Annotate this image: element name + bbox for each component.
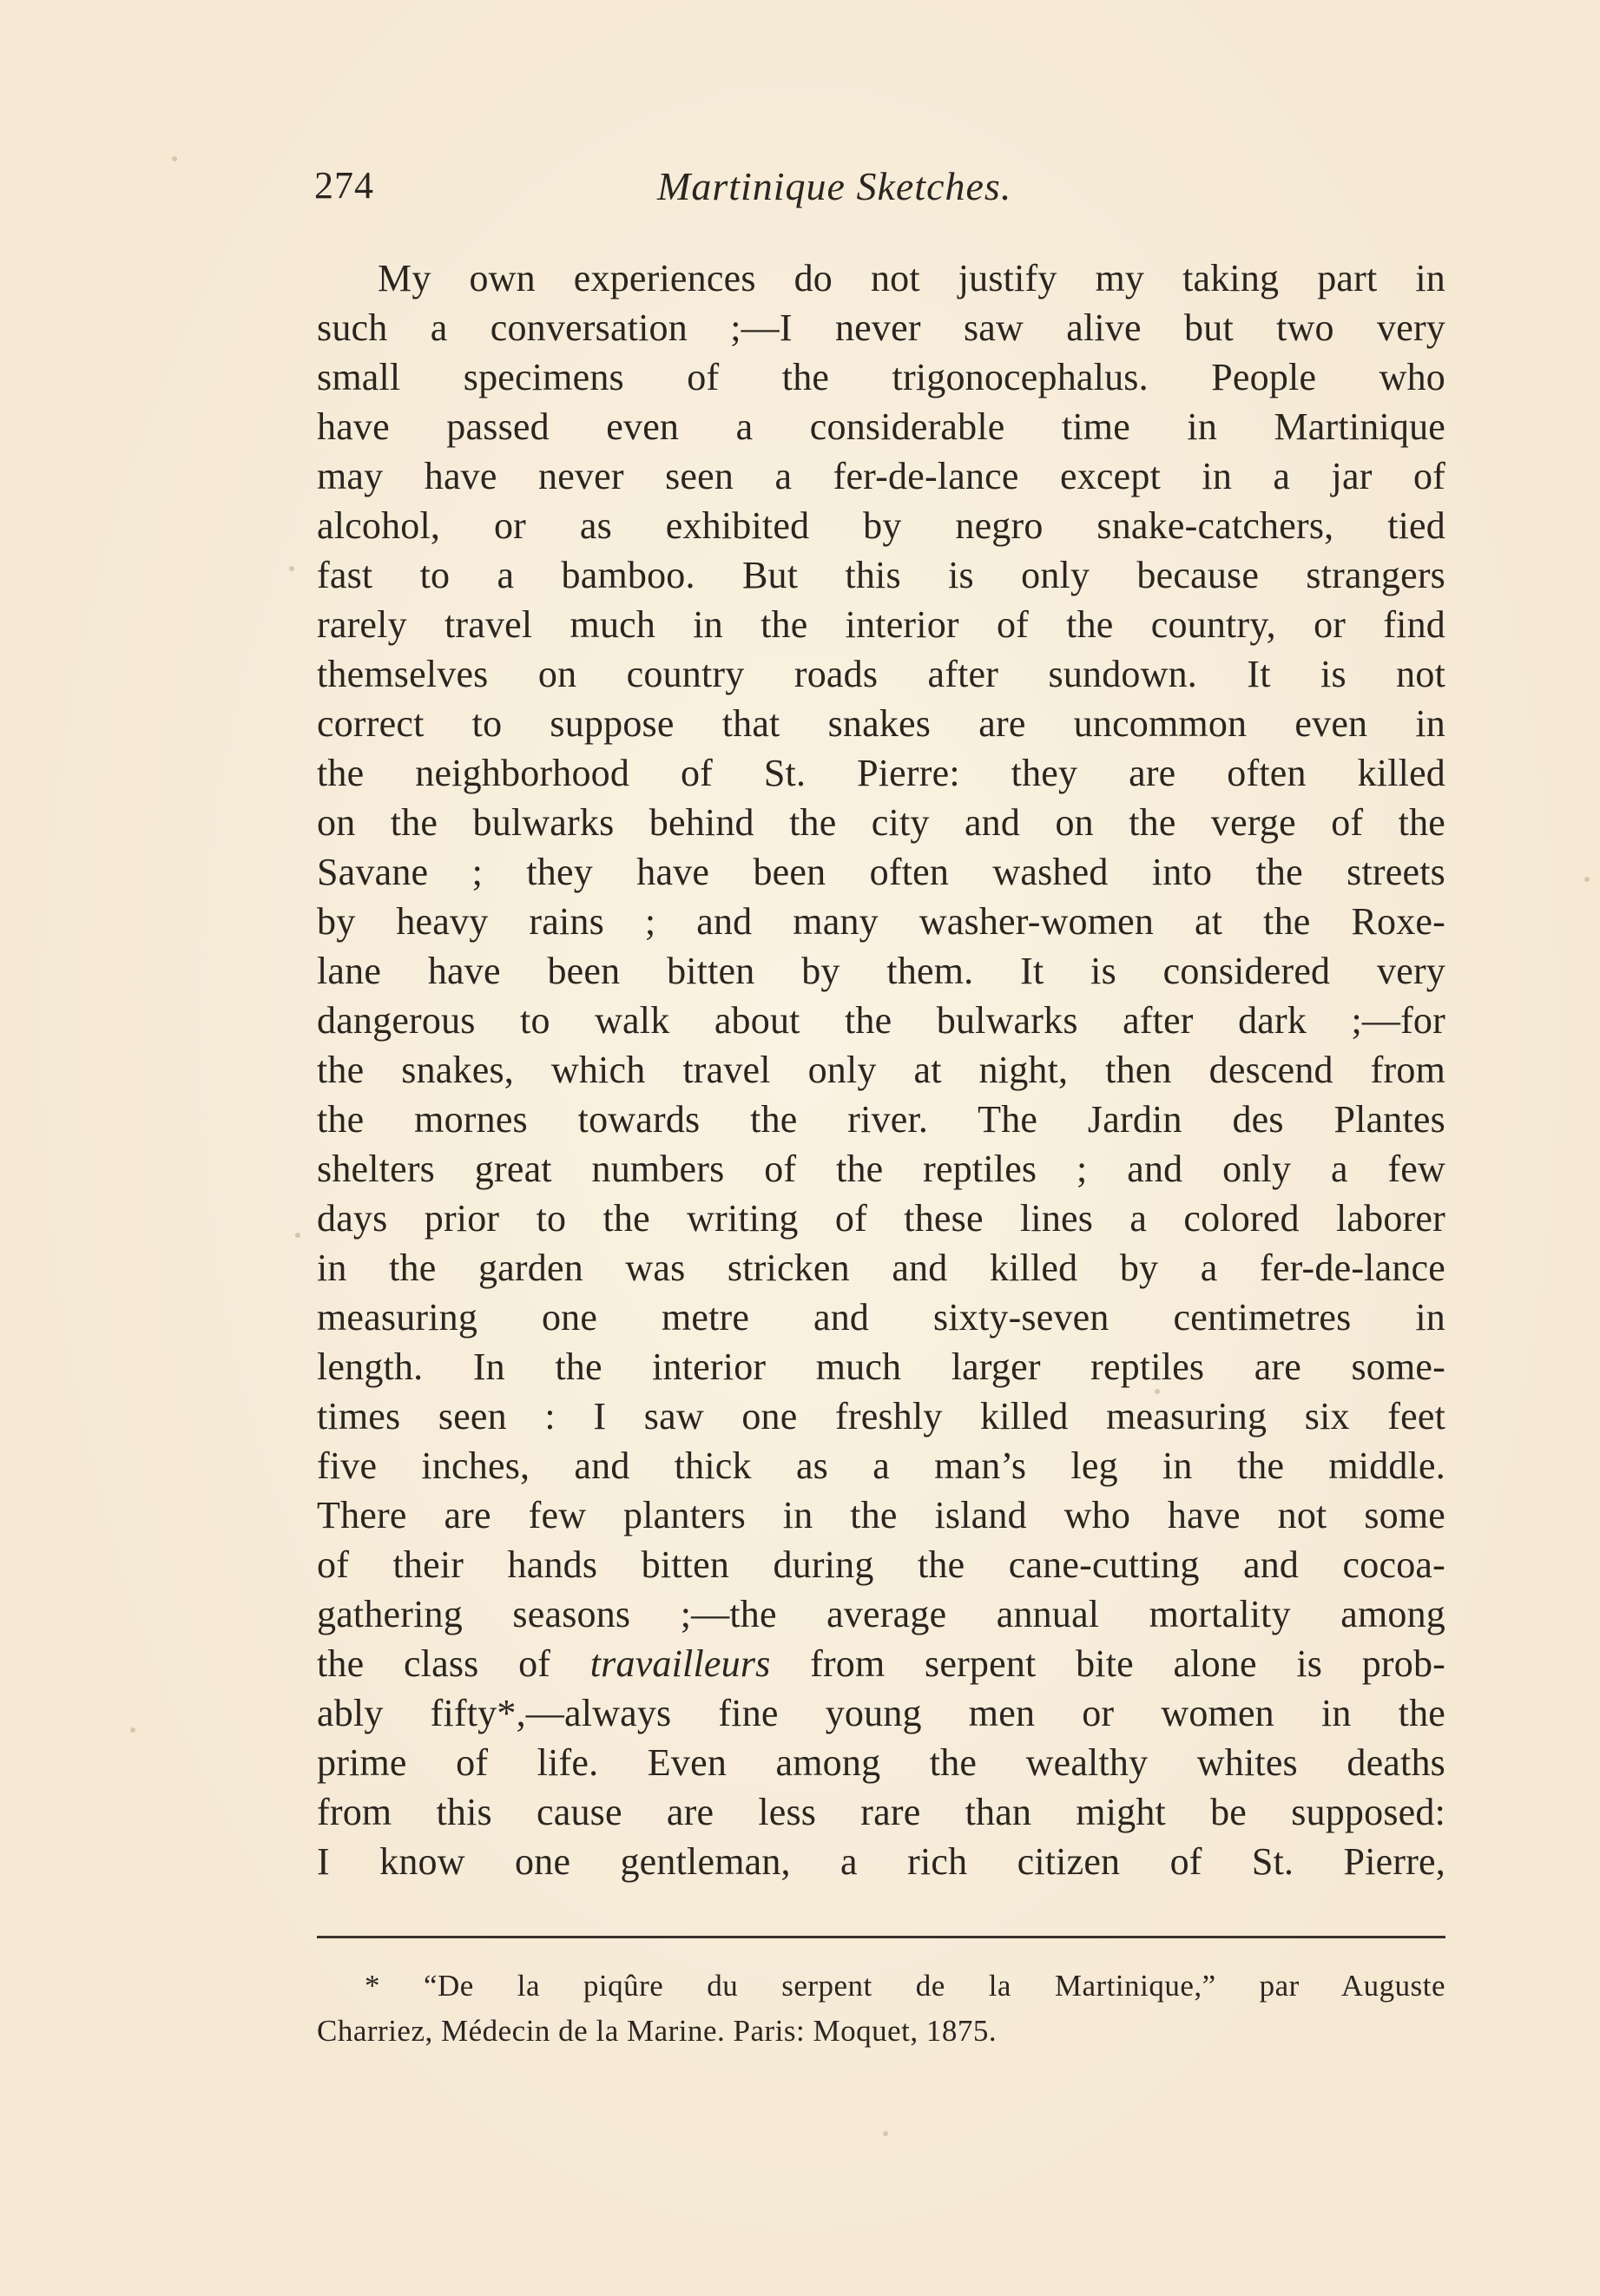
text-fragment: small specimens of the trigonocephalus. People who	[317, 356, 1445, 398]
text-fragment: the mornes towards the river. The Jardin des Plantes	[317, 1098, 1445, 1141]
text-fragment: My own experiences do not justify my taking part in	[378, 257, 1445, 299]
paper-speck	[295, 1233, 300, 1238]
text-line	[317, 1095, 1445, 1144]
text-line	[317, 352, 1445, 402]
text-fragment: have passed even a considerable time in Martinique	[317, 405, 1445, 448]
text-fragment: five inches, and thick as a man’s leg in the middle.	[317, 1444, 1445, 1487]
running-title: Martinique Sketches.	[657, 164, 1012, 208]
text-fragment: length. In the interior much larger reptiles are some-	[317, 1345, 1445, 1388]
text-line	[317, 946, 1445, 996]
text-fragment: lane have been bitten by them. It is considered very	[317, 950, 1445, 992]
text-line	[317, 1391, 1445, 1441]
paper-speck	[1155, 1389, 1160, 1394]
text-line	[317, 847, 1445, 897]
text-fragment: such a conversation ;—I never saw alive but two very	[317, 306, 1445, 349]
text-line	[317, 1441, 1445, 1490]
text-fragment: Savane ; they have been often washed into the streets	[317, 851, 1445, 893]
text-fragment: the snakes, which travel only at night, then descend from	[317, 1049, 1445, 1091]
text-fragment: measuring one metre and sixty-seven centimetres in	[317, 1296, 1445, 1339]
text-line	[317, 699, 1445, 748]
text-line	[317, 550, 1445, 600]
text-line	[317, 1589, 1445, 1639]
text-line	[317, 1540, 1445, 1589]
text-line	[317, 1144, 1445, 1194]
text-fragment: times seen : I saw one freshly killed measuring six feet	[317, 1395, 1445, 1437]
page-header	[314, 163, 1443, 224]
paper-speck	[1584, 877, 1590, 882]
page-number: 274	[314, 164, 374, 207]
text-fragment: days prior to the writing of these lines a colored laborer	[317, 1197, 1445, 1240]
text-fragment: alcohol, or as exhibited by negro snake-catchers, tied	[317, 504, 1445, 547]
text-line	[317, 402, 1445, 451]
text-line	[317, 1837, 1445, 1886]
text-fragment: gathering seasons ;—the average annual mortality among	[317, 1593, 1445, 1635]
text-line	[317, 303, 1445, 352]
footnote	[317, 1964, 1445, 2054]
text-line	[317, 253, 1445, 303]
italic-text: travailleurs	[589, 1642, 771, 1685]
text-line	[317, 600, 1445, 649]
text-line	[317, 1243, 1445, 1293]
paper-speck	[130, 1727, 135, 1733]
text-line	[317, 1639, 1445, 1688]
body-paragraph	[317, 253, 1445, 1886]
text-line	[317, 1490, 1445, 1540]
text-line	[317, 1688, 1445, 1738]
text-fragment: I know one gentleman, a rich citizen of St. Pierre,	[317, 1840, 1445, 1883]
text-fragment: the class of	[317, 1642, 590, 1685]
text-line	[317, 451, 1445, 501]
footnote-line: * “De la piqûre du serpent de la Martinique,” par Auguste	[365, 1969, 1445, 2003]
text-fragment: of their hands bitten during the cane-cutting and cocoa-	[317, 1543, 1445, 1586]
text-line	[317, 798, 1445, 847]
text-fragment: There are few planters in the island who have not some	[317, 1494, 1445, 1536]
text-fragment: on the bulwarks behind the city and on the verge of the	[317, 801, 1445, 844]
text-fragment: rarely travel much in the interior of the country, or find	[317, 603, 1445, 646]
text-fragment: from serpent bite alone is prob-	[770, 1642, 1445, 1685]
text-fragment: ably fifty*,—always fine young men or women in the	[317, 1692, 1445, 1734]
text-fragment: by heavy rains ; and many washer-women at the Roxe-	[317, 900, 1445, 943]
text-fragment: correct to suppose that snakes are uncommon even in	[317, 702, 1445, 745]
text-fragment: themselves on country roads after sundown. It is not	[317, 653, 1445, 695]
text-fragment: in the garden was stricken and killed by a fer-de-lance	[317, 1247, 1445, 1289]
footnote-divider	[317, 1936, 1445, 1938]
text-fragment: fast to a bamboo. But this is only because strangers	[317, 554, 1445, 596]
footnote-line: Charriez, Médecin de la Marine. Paris: Moquet, 1875.	[317, 2014, 998, 2048]
text-line	[317, 501, 1445, 550]
text-fragment: from this cause are less rare than might be supposed:	[317, 1791, 1445, 1833]
text-fragment: may have never seen a fer-de-lance except in a jar of	[317, 455, 1445, 497]
text-line	[317, 1738, 1445, 1787]
text-fragment: the neighborhood of St. Pierre: they are often killed	[317, 752, 1445, 794]
text-line	[317, 748, 1445, 798]
text-line	[317, 1342, 1445, 1391]
paper-speck	[172, 156, 177, 161]
text-fragment: shelters great numbers of the reptiles ; and only a few	[317, 1148, 1445, 1190]
text-line	[317, 1194, 1445, 1243]
text-fragment: prime of life. Even among the wealthy whites deaths	[317, 1741, 1445, 1784]
paper-speck	[883, 2131, 888, 2136]
text-line	[317, 897, 1445, 946]
text-line	[317, 1045, 1445, 1095]
text-fragment: dangerous to walk about the bulwarks after dark ;—for	[317, 999, 1445, 1042]
text-line	[317, 996, 1445, 1045]
text-line	[317, 649, 1445, 699]
text-line	[317, 1293, 1445, 1342]
paper-speck	[289, 566, 294, 571]
text-line	[317, 1787, 1445, 1837]
